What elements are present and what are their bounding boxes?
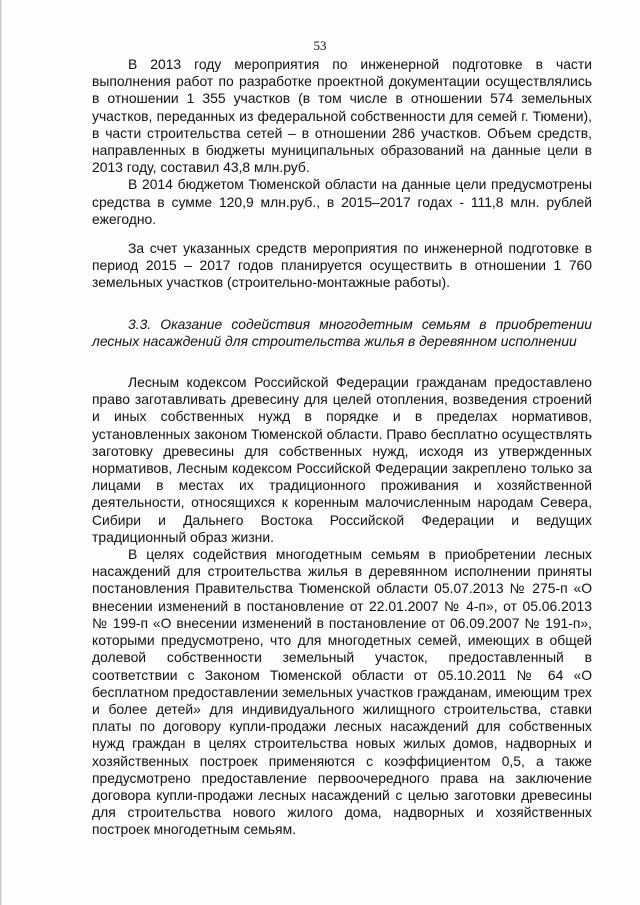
spacer bbox=[92, 292, 592, 316]
paragraph-forest-code: Лесным кодексом Российской Федерации гражданам предоставлено право заготавливать древесину для целей отопления, возведения строений и иных собственных нужд в порядке и в пределах нормативов, установленных законом Тюменской области. Право бесплатно осуществлять заготовку древесины для собственных нужд, исходя из утвержденных нормативов, Лесным кодексом Российской Федерации закреплено только за лицами в местах их традиционного проживания и хозяйственной деятельности, относящихся к коренным малочисленным народам Севера, Сибири и Дальнего Востока Российской Федерации и ведущих традиционный образ жизни. bbox=[92, 374, 592, 545]
paragraph-regulations: В целях содействия многодетным семьям в приобретении лесных насаждений для строительства жилья в деревянном исполнении приняты постановления Правительства Тюменской области 05.07.2013 № 275-п «О внесении изменений в постановление от 22.01.2007 № 4-п», от 05.06.2013 № 199-п «О внесении изменений в постановление от 06.09.2007 № 191-п», которыми предусмотрено, что для многодетных семей, имеющих в общей долевой собственности земельный участок, предоставленный в соответствии с Законом Тюменской области от 05.10.2011 № 64 «О бесплатном предоставлении земельных участков гражданам, имеющим трех и более детей» для индивидуального жилищного строительства, ставки платы по договору купли-продажи лесных насаждений для собственных нужд граждан в целях строительства новых жилых домов, надворных и хозяйственных построек применяются с коэффициентом 0,5, а также предусмотрено предоставление первоочередного права на заключение договора купли-продажи лесных насаждений с целью заготовки древесины для строительства нового жилого дома, надворных и хозяйственных построек многодетным семьям. bbox=[92, 546, 592, 838]
section-heading-3-3: 3.3. Оказание содействия многодетным семьям в приобретении лесных насаждений для строительства жилья в деревянном исполнении bbox=[92, 315, 592, 349]
paragraph-budget-2014: В 2014 бюджетом Тюменской области на данные цели предусмотрены средства в сумме 120,9 млн.руб., в 2015–2017 годах - 111,8 млн. рублей ежегодно. bbox=[92, 176, 592, 227]
spacer bbox=[92, 350, 592, 374]
paragraph-plan-2015-2017: За счет указанных средств мероприятия по инженерной подготовке в период 2015 – 2017 годов планируется осуществить в отношении 1 760 земельных участков (строительно-монтажные работы). bbox=[92, 240, 592, 291]
document-body bbox=[92, 56, 592, 839]
spacer bbox=[92, 228, 592, 240]
page-number: 53 bbox=[313, 38, 327, 53]
paragraph-engineering-2013: В 2013 году мероприятия по инженерной подготовке в части выполнения работ по разработке проектной документации осуществлялись в отношении 1 355 участков (в том числе в отношении 574 земельных участков, переданных из федеральной собственности для семей г. Тюмени), в части строительства сетей – в отношении 286 участков. Объем средств, направленных в бюджеты муниципальных образований на данные цели в 2013 году, составил 43,8 млн.руб. bbox=[92, 56, 592, 176]
scan-edge bbox=[0, 0, 2, 905]
